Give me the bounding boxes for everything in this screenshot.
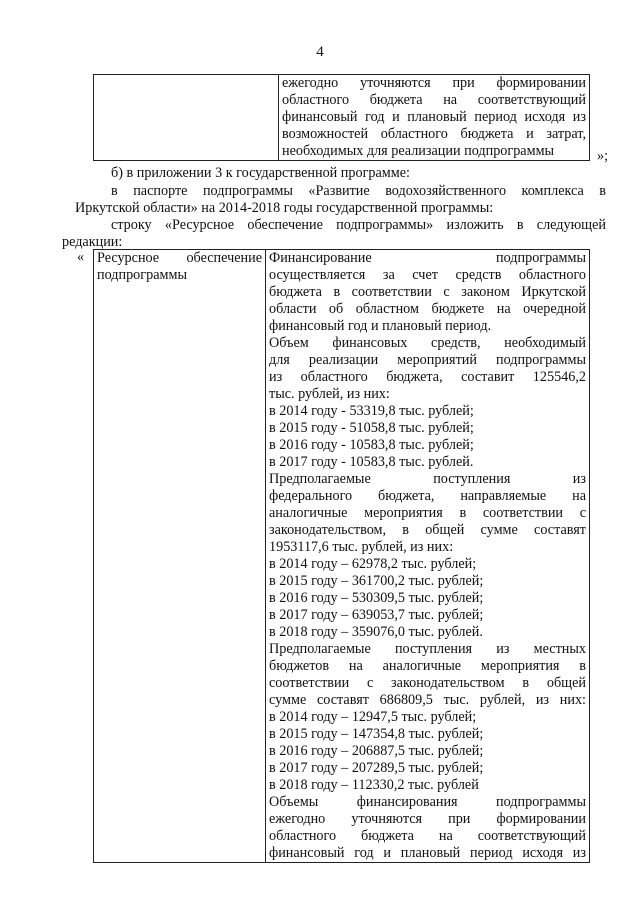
cell-line: области об областном бюджете на очередной	[269, 301, 586, 317]
cell-line: законодательством, в общей сумме составят	[269, 522, 586, 538]
page-number: 4	[316, 44, 324, 60]
cell-line: в 2018 году – 359076,0 тыс. рублей.	[269, 624, 483, 640]
cell-line: Объем финансовых средств, необходимый	[269, 335, 586, 351]
cell-line: в 2017 году – 207289,5 тыс. рублей;	[269, 760, 484, 776]
resource-table-label-cell	[94, 250, 266, 863]
label-line: подпрограммы	[97, 267, 187, 283]
table-row	[94, 250, 590, 863]
cell-line: ежегодно уточняются при формировании	[282, 75, 586, 91]
paragraph-line: строку «Ресурсное обеспечение подпрограммы» изложить в следующей	[111, 217, 606, 233]
cell-line: финансовый год и плановый период исходя из	[282, 109, 586, 125]
cell-line: федерального бюджета, направляемые на	[269, 488, 586, 504]
cell-line: в 2014 году - 53319,8 тыс. рублей;	[269, 403, 474, 419]
resource-table	[93, 249, 590, 863]
cell-line: финансовый год и плановый период исходя из	[269, 845, 586, 861]
paragraph-replace-row	[62, 217, 606, 251]
cell-line: в 2016 году - 10583,8 тыс. рублей;	[269, 437, 474, 453]
cell-line: в 2016 году – 206887,5 тыс. рублей;	[269, 743, 484, 759]
cell-line: тыс. рублей, из них:	[269, 386, 390, 402]
top-table	[93, 74, 590, 161]
cell-line: необходимых для реализации подпрограммы	[282, 143, 555, 159]
resource-table-content-cell	[266, 250, 590, 863]
cell-line: Объемы финансирования подпрограммы	[269, 794, 586, 810]
cell-line: бюджета в соответствии с законом Иркутской	[269, 284, 586, 300]
label-line: Ресурсное обеспечение	[97, 250, 262, 266]
cell-line: осуществляется за счет средств областного	[269, 267, 586, 283]
cell-line: соответствии с законодательством в общей	[269, 675, 586, 691]
cell-line: областного бюджета на соответствующий	[282, 92, 586, 108]
cell-line: ежегодно уточняются при формировании	[269, 811, 586, 827]
paragraph-passport	[75, 183, 606, 217]
cell-line: сумме составят 686809,5 тыс. рублей, из них:	[269, 692, 586, 708]
cell-line: в 2015 году - 51058,8 тыс. рублей;	[269, 420, 474, 436]
cell-line: в 2016 году – 530309,5 тыс. рублей;	[269, 590, 484, 606]
top-table-left-cell	[94, 75, 279, 161]
paragraph-line: редакции:	[62, 234, 123, 250]
cell-line: 1953117,6 тыс. рублей, из них:	[269, 539, 454, 555]
cell-line: для реализации мероприятий подпрограммы	[269, 352, 586, 368]
cell-line: областного бюджета на соответствующий	[269, 828, 586, 844]
cell-line: в 2015 году – 147354,8 тыс. рублей;	[269, 726, 484, 742]
cell-line: в 2014 году – 12947,5 тыс. рублей;	[269, 709, 477, 725]
closing-quote: »;	[597, 148, 609, 164]
cell-line: из областного бюджета, составит 125546,2	[269, 369, 586, 385]
cell-line: финансовый год и плановый период.	[269, 318, 492, 334]
cell-line: в 2015 году – 361700,2 тыс. рублей;	[269, 573, 484, 589]
paragraph-line: Иркутской области» на 2014-2018 годы государственной программы:	[75, 200, 494, 216]
cell-line: в 2017 году – 639053,7 тыс. рублей;	[269, 607, 484, 623]
cell-line: Предполагаемые поступления из местных	[269, 641, 586, 657]
cell-line: Финансирование подпрограммы	[269, 250, 586, 266]
cell-line: возможностей областного бюджета и затрат,	[282, 126, 586, 142]
paragraph-line: в паспорте подпрограммы «Развитие водохозяйственного комплекса в	[111, 183, 606, 199]
cell-line: аналогичные мероприятия в соответствии с	[269, 505, 586, 521]
cell-line: в 2017 году - 10583,8 тыс. рублей.	[269, 454, 474, 470]
top-table-right-cell	[279, 75, 590, 161]
cell-line: в 2014 году – 62978,2 тыс. рублей;	[269, 556, 477, 572]
cell-line: бюджетов на аналогичные мероприятия в	[269, 658, 586, 674]
paragraph-appendix: б) в приложении 3 к государственной программе:	[111, 165, 410, 181]
cell-line: Предполагаемые поступления из	[269, 471, 586, 487]
opening-quote: «	[77, 249, 85, 265]
cell-line: в 2018 году – 112330,2 тыс. рублей	[269, 777, 479, 793]
table-row	[94, 75, 590, 161]
